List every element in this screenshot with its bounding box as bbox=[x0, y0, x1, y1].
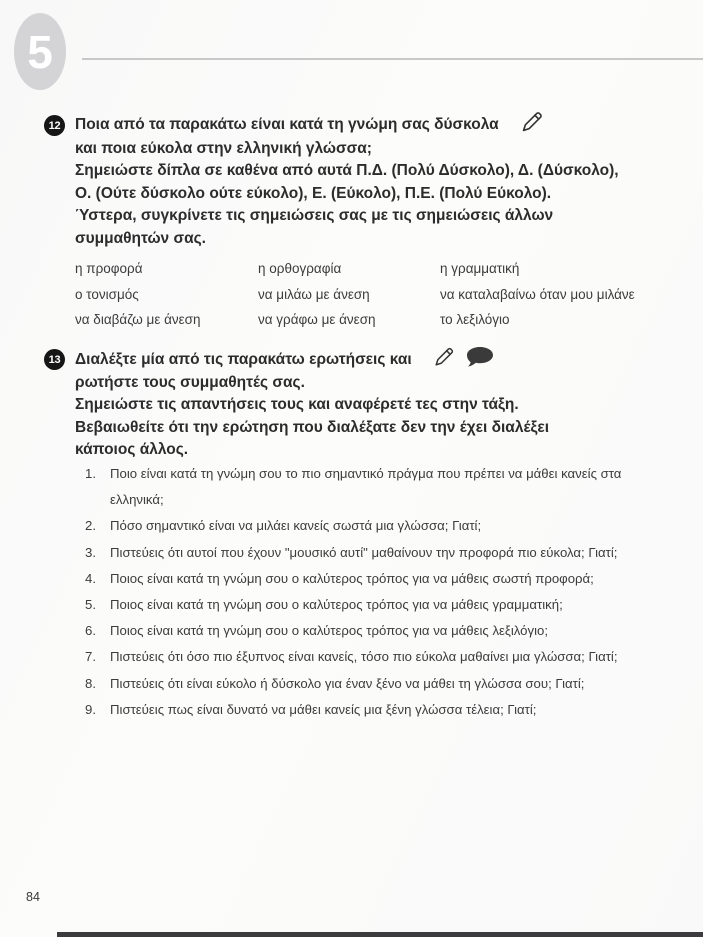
word-item: να καταλαβαίνω όταν μου μιλάνε bbox=[440, 286, 635, 302]
exercise-12-heading-line: Ύστερα, συγκρίνετε τις σημειώσεις σας με τις σημειώσεις άλλων bbox=[75, 207, 554, 225]
question-text: Ποιος είναι κατά τη γνώμη σου ο καλύτερος τρόπος για να μάθεις σωστή προφορά; bbox=[110, 570, 594, 586]
word-item: να μιλάω με άνεση bbox=[258, 286, 370, 302]
question-text: Πιστεύεις πως είναι δυνατό να μάθει κανείς μια ξένη γλώσσα τέλεια; Γιατί; bbox=[110, 701, 537, 717]
question-item bbox=[85, 671, 675, 697]
question-text: Πιστεύεις ότι είναι εύκολο ή δύσκολο για έναν ξένο να μάθει τη γλώσσα σου; Γιατί; bbox=[110, 675, 585, 691]
exercise-13-heading-line: Διαλέξτε μία από τις παρακάτω ερωτήσεις και bbox=[75, 351, 412, 369]
question-text: Πιστεύεις ότι όσο πιο έξυπνος είναι κανείς, τόσο πιο εύκολα μαθαίνει μια γλώσσα; Γιατί; bbox=[110, 649, 618, 665]
word-item: η ορθογραφία bbox=[258, 261, 342, 276]
question-item bbox=[85, 644, 675, 670]
question-text: Πόσο σημαντικό είναι να μιλάει κανείς σωστά μια γλώσσα; Γιατί; bbox=[110, 518, 482, 534]
exercise-12-heading-line: και ποια εύκολα στην ελληνική γλώσσα; bbox=[75, 140, 372, 157]
question-text: Ποιος είναι κατά τη γνώμη σου ο καλύτερος τρόπος για να μάθεις λεξιλόγιο; bbox=[110, 623, 549, 639]
question-list bbox=[85, 461, 675, 723]
question-item bbox=[85, 513, 675, 539]
question-number: 7. bbox=[85, 649, 96, 665]
question-item bbox=[85, 618, 675, 644]
question-number: 6. bbox=[85, 623, 96, 639]
exercise-12-heading-line: Σημειώστε δίπλα σε καθένα από αυτά Π.Δ. (Πολύ Δύσκολο), Δ. (Δύσκολο), bbox=[75, 162, 619, 180]
exercise-13-heading bbox=[75, 348, 549, 462]
question-number: 5. bbox=[85, 597, 96, 613]
word-list bbox=[75, 256, 635, 333]
exercise-13-badge bbox=[44, 349, 65, 370]
question-item bbox=[85, 540, 675, 566]
question-text: Ποιο είναι κατά τη γνώμη σου το πιο σημαντικό πράγμα που πρέπει να μάθει κανείς στα ελληνικά; bbox=[110, 466, 622, 508]
speech-bubble-icon bbox=[465, 345, 495, 369]
question-item bbox=[85, 592, 675, 618]
unit-number-circle bbox=[14, 13, 66, 90]
question-item bbox=[85, 461, 675, 513]
question-text: Ποιος είναι κατά τη γνώμη σου ο καλύτερος τρόπος για να μάθεις γραμματική; bbox=[110, 597, 563, 613]
page-bottom-bar bbox=[57, 932, 703, 937]
exercise-13-heading-line: Βεβαιωθείτε ότι την ερώτηση που διαλέξατε δεν την έχει διαλέξει bbox=[75, 418, 550, 436]
pencil-icon bbox=[519, 109, 545, 135]
exercise-12-heading bbox=[75, 112, 619, 250]
exercise-12-heading-line: συμμαθητών σας. bbox=[75, 229, 206, 247]
exercise-12-heading-line: Ο. (Ούτε δύσκολο ούτε εύκολο), Ε. (Εύκολο), Π.Ε. (Πολύ Εύκολο). bbox=[75, 184, 552, 202]
question-number: 3. bbox=[85, 544, 96, 560]
word-item: το λεξιλόγιο bbox=[440, 312, 510, 327]
pencil-icon bbox=[432, 345, 456, 369]
page-number: 84 bbox=[26, 890, 40, 904]
word-item: να γράφω με άνεση bbox=[258, 312, 376, 327]
header-rule bbox=[82, 58, 703, 60]
question-item bbox=[85, 566, 675, 592]
exercise-13-heading-line: Σημειώστε τις απαντήσεις τους και αναφέρετέ τες στην τάξη. bbox=[75, 396, 519, 414]
word-item: η γραμματική bbox=[440, 261, 520, 276]
word-item: η προφορά bbox=[75, 261, 143, 276]
question-number: 9. bbox=[85, 701, 96, 717]
exercise-12-badge bbox=[44, 115, 65, 136]
question-number: 2. bbox=[85, 518, 96, 534]
word-item: να διαβάζω με άνεση bbox=[75, 312, 201, 327]
unit-number: 5 bbox=[27, 25, 53, 78]
question-number: 8. bbox=[85, 675, 96, 691]
question-number: 4. bbox=[85, 570, 96, 586]
exercise-13-heading-line: κάποιος άλλος. bbox=[75, 441, 189, 459]
question-text: Πιστεύεις ότι αυτοί που έχουν "μουσικό αυτί" μαθαίνουν την προφορά πιο εύκολα; Γιατί; bbox=[110, 544, 618, 560]
word-item: ο τονισμός bbox=[75, 286, 139, 302]
exercise-13-number: 13 bbox=[48, 353, 61, 366]
exercise-12-heading-line: Ποια από τα παρακάτω είναι κατά τη γνώμη σας δύσκολα bbox=[75, 116, 499, 134]
exercise-13-heading-line: ρωτήστε τους συμμαθητές σας. bbox=[75, 374, 305, 391]
exercise-12-number: 12 bbox=[48, 119, 61, 132]
question-item bbox=[85, 697, 675, 723]
question-number: 1. bbox=[85, 466, 96, 481]
